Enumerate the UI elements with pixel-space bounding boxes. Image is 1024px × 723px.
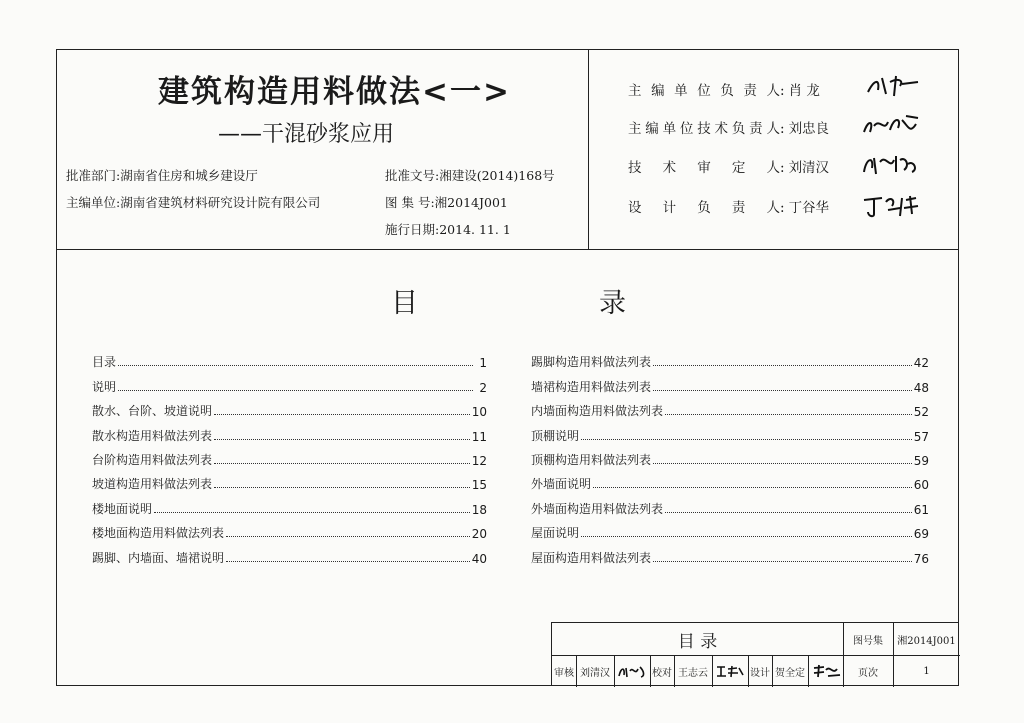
toc-entry-page: 10 bbox=[471, 405, 487, 420]
toc-entry-label: 散水构造用料做法列表 bbox=[92, 428, 213, 443]
toc-entry-page: 42 bbox=[913, 356, 929, 371]
toc-entry-label: 顶棚说明 bbox=[531, 428, 580, 443]
tb-check-signature bbox=[712, 655, 748, 687]
tb-check-label: 校对 bbox=[652, 667, 672, 679]
toc-entry[interactable] bbox=[531, 346, 929, 370]
approval-doc-label: 批准文号: bbox=[385, 168, 440, 183]
toc-entry-label: 台阶构造用料做法列表 bbox=[92, 452, 213, 467]
toc-entry-label: 踢脚、内墙面、墙裙说明 bbox=[92, 550, 225, 565]
header-vertical-divider bbox=[588, 49, 589, 249]
tb-design-label: 设计 bbox=[750, 667, 770, 679]
atlas-no bbox=[385, 193, 508, 211]
toc-entry-page: 76 bbox=[913, 551, 929, 566]
toc-entry-label: 屋面构造用料做法列表 bbox=[531, 550, 652, 565]
toc-entry-label: 目录 bbox=[92, 355, 117, 370]
tb-design-name: 贺全定 bbox=[775, 667, 805, 679]
toc-entry-label: 坡道构造用料做法列表 bbox=[92, 477, 213, 492]
responsible-row: 设计负责人: 丁谷华 bbox=[628, 196, 829, 216]
tb-review-signature bbox=[614, 655, 650, 687]
tb-review-name: 刘清汉 bbox=[580, 667, 610, 679]
responsible-name: 肖 龙 bbox=[788, 83, 820, 99]
toc-leader bbox=[214, 439, 470, 440]
toc-leader bbox=[581, 439, 912, 440]
toc-entry[interactable] bbox=[92, 395, 487, 419]
toc-leader bbox=[154, 512, 470, 513]
signature-ding-guhua bbox=[860, 192, 922, 218]
document-subtitle: ——干混砂浆应用 bbox=[218, 122, 395, 147]
approval-dept-label: 批准部门: bbox=[66, 168, 121, 183]
tb-atlas-no: 湘2014J001 bbox=[897, 635, 956, 647]
effective-date-value: 2014. 11. 1 bbox=[439, 222, 511, 237]
responsible-row: 主编单位负责人: 肖 龙 bbox=[628, 79, 820, 99]
toc-entry-page: 20 bbox=[471, 527, 487, 542]
toc-entry-label: 说明 bbox=[92, 379, 117, 394]
responsible-row: 技术审定人: 刘清汉 bbox=[628, 156, 829, 176]
toc-entry-page: 61 bbox=[913, 502, 929, 517]
toc-entry-page: 11 bbox=[471, 429, 487, 444]
toc-entry-page: 12 bbox=[471, 453, 487, 468]
tb-atlas-no-label: 图号集 bbox=[853, 635, 883, 647]
toc-leader bbox=[593, 487, 912, 488]
toc-entry-page: 15 bbox=[471, 478, 487, 493]
toc-entry-label: 外墙面说明 bbox=[531, 477, 592, 492]
toc-leader bbox=[665, 414, 912, 415]
toc-leader bbox=[653, 561, 912, 562]
approval-doc bbox=[385, 166, 555, 184]
toc-leader bbox=[653, 463, 912, 464]
toc-entry-page: 59 bbox=[913, 453, 929, 468]
toc-left-column bbox=[92, 346, 487, 566]
toc-entry-page: 57 bbox=[913, 429, 929, 444]
toc-entry-page: 52 bbox=[913, 405, 929, 420]
toc-leader bbox=[214, 487, 470, 488]
toc-entry[interactable] bbox=[531, 541, 929, 565]
toc-entry-label: 散水、台阶、坡道说明 bbox=[92, 404, 213, 419]
toc-entry[interactable] bbox=[92, 541, 487, 565]
toc-heading-left: 目 bbox=[391, 288, 418, 319]
approval-dept-value: 湖南省住房和城乡建设厅 bbox=[120, 168, 258, 183]
toc-entry[interactable] bbox=[531, 370, 929, 394]
tb-page-number: 1 bbox=[923, 665, 930, 677]
responsible-role: 主编单位负责人 bbox=[628, 83, 780, 99]
toc-entry-page: 60 bbox=[913, 478, 929, 493]
responsible-name: 刘清汉 bbox=[788, 160, 830, 176]
toc-entry[interactable] bbox=[531, 444, 929, 468]
toc-entry-label: 楼地面说明 bbox=[92, 501, 153, 516]
toc-leader bbox=[118, 390, 473, 391]
effective-date bbox=[385, 220, 511, 238]
design-signature-icon bbox=[811, 663, 841, 679]
toc-entry[interactable] bbox=[92, 444, 487, 468]
signature-xiao-long bbox=[860, 72, 922, 98]
toc-leader bbox=[665, 512, 912, 513]
toc-leader bbox=[581, 536, 912, 537]
toc-entry[interactable] bbox=[531, 468, 929, 492]
toc-leader bbox=[214, 463, 470, 464]
toc-entry[interactable] bbox=[92, 346, 487, 370]
responsible-row: 主编单位技术负责人: 刘忠良 bbox=[628, 117, 829, 137]
toc-leader bbox=[118, 365, 473, 366]
responsible-name: 丁谷华 bbox=[788, 200, 830, 216]
toc-leader bbox=[653, 390, 912, 391]
tb-design-signature bbox=[808, 655, 843, 687]
header-divider bbox=[56, 249, 959, 250]
toc-entry-label: 顶棚构造用料做法列表 bbox=[531, 452, 652, 467]
signature-liu-qinghan bbox=[860, 150, 922, 176]
toc-entry-page: 18 bbox=[471, 502, 487, 517]
signature-liu-zhongliang bbox=[860, 112, 922, 138]
toc-entry-label: 屋面说明 bbox=[531, 526, 580, 541]
chief-unit bbox=[66, 193, 320, 211]
effective-date-label: 施行日期: bbox=[385, 222, 440, 237]
toc-entry[interactable] bbox=[92, 468, 487, 492]
toc-entry-page: 48 bbox=[913, 380, 929, 395]
toc-entry[interactable] bbox=[92, 370, 487, 394]
atlas-no-label: 图 集 号: bbox=[385, 195, 435, 210]
approval-dept bbox=[66, 166, 258, 184]
responsible-role: 设计负责人 bbox=[628, 200, 780, 216]
toc-leader bbox=[226, 561, 470, 562]
toc-heading-right: 录 bbox=[599, 288, 626, 319]
chief-unit-label: 主编单位: bbox=[66, 195, 121, 210]
approval-doc-value: 湘建设(2014)168号 bbox=[439, 168, 555, 183]
toc-entry-label: 踢脚构造用料做法列表 bbox=[531, 355, 652, 370]
toc-entry[interactable] bbox=[531, 517, 929, 541]
tb-review-label: 审核 bbox=[554, 667, 574, 679]
toc-entry-page: 40 bbox=[471, 551, 487, 566]
toc-entry-page: 1 bbox=[479, 356, 487, 371]
toc-right-column bbox=[531, 346, 929, 566]
toc-entry[interactable] bbox=[92, 492, 487, 516]
toc-entry-label: 内墙面构造用料做法列表 bbox=[531, 404, 664, 419]
responsible-name: 刘忠良 bbox=[788, 121, 830, 137]
toc-entry[interactable] bbox=[92, 419, 487, 443]
tb-page-label: 页次 bbox=[858, 667, 878, 679]
toc-leader bbox=[653, 365, 912, 366]
title-block bbox=[551, 622, 959, 686]
toc-entry[interactable] bbox=[531, 395, 929, 419]
document-title: 建筑构造用料做法<一> bbox=[158, 74, 511, 110]
toc-entry-label: 墙裙构造用料做法列表 bbox=[531, 379, 652, 394]
atlas-no-value: 湘2014J001 bbox=[434, 195, 508, 210]
toc-entry-page: 2 bbox=[479, 380, 487, 395]
toc-entry[interactable] bbox=[92, 517, 487, 541]
tb-check-name: 王志云 bbox=[678, 667, 708, 679]
check-signature-icon bbox=[715, 663, 745, 679]
toc-entry-label: 外墙面构造用料做法列表 bbox=[531, 501, 664, 516]
chief-unit-value: 湖南省建筑材料研究设计院有限公司 bbox=[120, 195, 321, 210]
toc-entry[interactable] bbox=[531, 492, 929, 516]
sheet-title: 目 录 bbox=[677, 631, 718, 652]
review-signature-icon bbox=[617, 663, 647, 679]
toc-entry-label: 楼地面构造用料做法列表 bbox=[92, 526, 225, 541]
toc-leader bbox=[226, 536, 470, 537]
responsible-role: 技术审定人 bbox=[628, 160, 780, 176]
toc-entry[interactable] bbox=[531, 419, 929, 443]
toc-leader bbox=[214, 414, 470, 415]
toc-entry-page: 69 bbox=[913, 527, 929, 542]
responsible-role: 主编单位技术负责人 bbox=[628, 121, 780, 137]
